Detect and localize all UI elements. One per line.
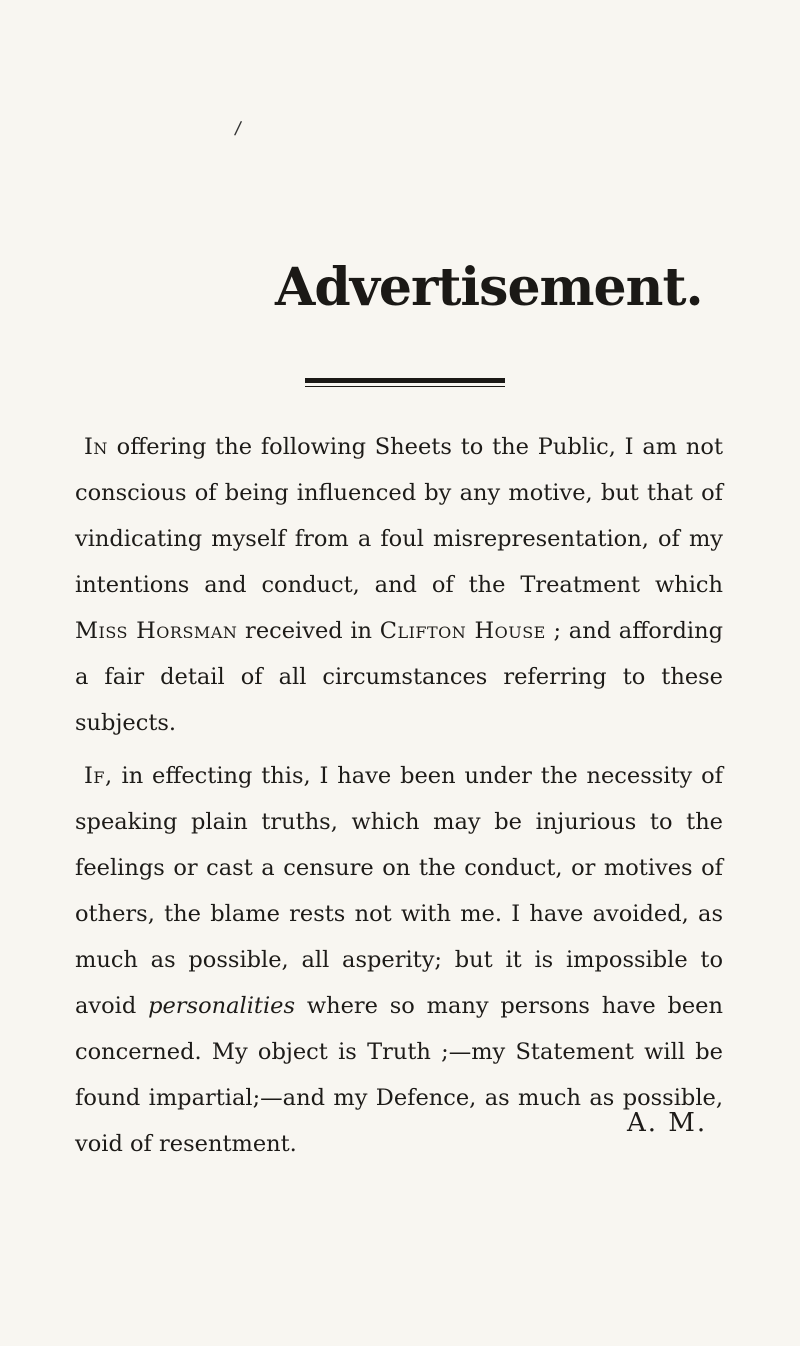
paragraph-text: received in	[237, 618, 380, 644]
heading-rule-thick	[305, 378, 505, 383]
page-title: Advertisement.	[275, 257, 703, 318]
paragraph-effecting	[75, 753, 723, 1167]
paragraph-offering	[75, 424, 723, 746]
person-name: Miss Horsman	[75, 618, 238, 644]
emphasized-word: personalities	[148, 993, 296, 1019]
place-name: Clifton House	[379, 618, 546, 644]
paragraph-text: in effecting this, I have been under the necessity of speaking plain truths, which may be injurious to the feelings or cast a censure on the conduct, or motives of others, the blame rests not with me. I have avoided, as much as possible, all asperity; but it is impossible to avoid	[75, 763, 723, 1019]
paragraph-text: ; and affording a fair detail of all circumstances referring to these subjects.	[75, 618, 723, 736]
paragraph-lead-word: If,	[84, 763, 113, 789]
paragraph-text: where so many persons have been concerned. My object is Truth ;—my Statement will be found impartial;—and my Defence, as much as possible, void of resentment.	[75, 993, 723, 1157]
signature-initials: A. M.	[627, 1108, 708, 1138]
paragraph-text: offering the following Sheets to the Public, I am not conscious of being influenced by any motive, but that of vindicating myself from a foul misrepresentation, of my intentions and conduct, and of the Treatment which	[75, 434, 723, 598]
paragraph-lead-word: In	[84, 434, 108, 460]
heading-rule-thin	[305, 386, 505, 387]
ink-mark: /	[233, 117, 243, 140]
